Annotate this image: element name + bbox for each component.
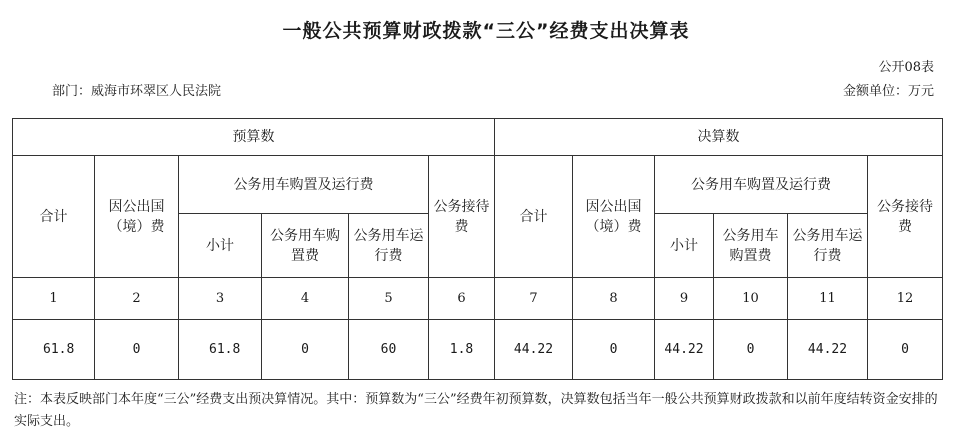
header-final-group: 决算数 (495, 119, 943, 156)
header-budget-total: 合计 (13, 156, 95, 278)
value-final-abroad: 0 (573, 320, 655, 380)
index-cell: 11 (788, 278, 868, 320)
header-budget-subtotal: 小计 (179, 214, 262, 278)
value-budget-subtotal: 61.8 (179, 320, 262, 380)
index-cell: 2 (95, 278, 179, 320)
index-cell: 9 (655, 278, 714, 320)
value-row (13, 320, 943, 380)
index-row (13, 278, 943, 320)
header-final-subtotal: 小计 (655, 214, 714, 278)
header-budget-group: 预算数 (13, 119, 495, 156)
value-budget-abroad: 0 (95, 320, 179, 380)
value-final-reception: 0 (868, 320, 943, 380)
report-title: 一般公共预算财政拨款“三公”经费支出决算表 (282, 20, 690, 42)
amount-unit-label: 金额单位：万元 (842, 84, 934, 99)
header-budget-reception: 公务接待费 (429, 156, 495, 278)
index-cell: 8 (573, 278, 655, 320)
value-budget-vehicle-purchase: 0 (262, 320, 349, 380)
index-cell: 5 (349, 278, 429, 320)
header-final-reception: 公务接待费 (868, 156, 943, 278)
index-cell: 3 (179, 278, 262, 320)
value-budget-total: 61.8 (13, 320, 95, 380)
value-budget-reception: 1.8 (429, 320, 495, 380)
index-cell: 7 (495, 278, 573, 320)
index-cell: 10 (714, 278, 788, 320)
index-cell: 4 (262, 278, 349, 320)
three-public-expense-table (12, 118, 943, 380)
header-final-vehicle-purchase: 公务用车购置费 (714, 214, 788, 278)
header-final-vehicle: 公务用车购置及运行费 (655, 156, 868, 214)
header-final-total: 合计 (495, 156, 573, 278)
header-budget-vehicle-operation: 公务用车运行费 (349, 214, 429, 278)
footnote: 注：本表反映部门本年度“三公”经费支出预决算情况。其中：预算数为“三公”经费年初预算数，决算数包括当年一般公共预算财政拨款和以前年度结转资金安排的实际支出。 (14, 392, 938, 429)
header-budget-vehicle-purchase: 公务用车购置费 (262, 214, 349, 278)
header-final-abroad: 因公出国（境）费 (573, 156, 655, 278)
index-cell: 1 (13, 278, 95, 320)
value-final-total: 44.22 (495, 320, 573, 380)
form-number: 公开08表 (878, 60, 934, 75)
value-final-vehicle-operation: 44.22 (788, 320, 868, 380)
header-budget-vehicle: 公务用车购置及运行费 (179, 156, 429, 214)
index-cell: 12 (868, 278, 943, 320)
index-cell: 6 (429, 278, 495, 320)
value-final-vehicle-purchase: 0 (714, 320, 788, 380)
department-label: 部门：威海市环翠区人民法院 (52, 84, 222, 99)
header-budget-abroad: 因公出国（境）费 (95, 156, 179, 278)
value-budget-vehicle-operation: 60 (349, 320, 429, 380)
header-final-vehicle-operation: 公务用车运行费 (788, 214, 868, 278)
value-final-subtotal: 44.22 (655, 320, 714, 380)
